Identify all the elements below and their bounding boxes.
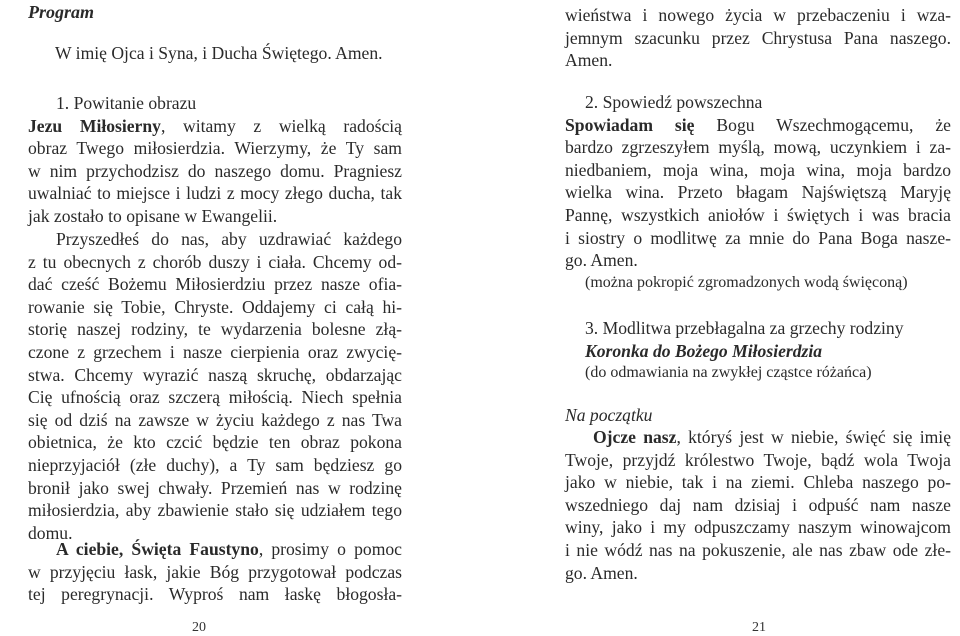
paragraph-line: jemnym szacunku przez Chrystusa Pana naszego. [565, 27, 951, 48]
paragraph-line: z tu obecnych z chorób duszy i ciała. Chcemy od- [28, 251, 402, 272]
program-heading: Program [28, 2, 95, 22]
section-2-line: Spowiadam się Bogu Wszechmogącemu, że [565, 114, 951, 135]
section-1-line: jak zostało to opisane w Ewangelii. [28, 205, 278, 226]
section-3 [565, 317, 951, 385]
section-2-line: bardzo zgrzeszyłem myślą, mową, uczynkiem i za- [565, 137, 951, 158]
continuation-paragraph [565, 4, 951, 72]
paragraph-line: w przyjęciu łask, jakie Bóg przygotował podczas [28, 561, 402, 582]
section-3-subtitle: Koronka do Bożego Miłosierdzia [585, 340, 823, 361]
lords-prayer [565, 426, 951, 584]
section-2-line: go. Amen. [565, 250, 638, 271]
paragraph-line: rowanie się Tobie, Chryste. Oddajemy ci całą hi- [28, 296, 402, 317]
paragraph-line: się od dziś na zawsze w życiu każdego z nas Twa [28, 409, 402, 430]
section-3-title: 3. Modlitwa przebłagalna za grzechy rodziny [585, 318, 904, 338]
paragraph-line: Amen. [565, 50, 613, 71]
paragraph-line: obietnica, że kto czcić będzie ten obraz pokona [28, 432, 402, 453]
section-2-line: Pannę, wszystkich aniołów i świętych i was bracia [565, 204, 951, 225]
paragraph-line: wieństwa i nowego życia w przebaczeniu i wza- [565, 5, 951, 25]
section-2 [565, 91, 951, 294]
section-2-line: i siostry o modlitwę za mnie do Pana Boga nasze- [565, 227, 951, 248]
paragraph-line: A ciebie, Święta Faustyno, prosimy o pomoc [56, 539, 402, 559]
paragraph-line: czone z grzechem i nasze cierpienia oraz zwycię- [28, 341, 402, 362]
paragraph-3 [28, 538, 402, 606]
prayer-line: i nie wódź nas na pokuszenie, ale nas zbaw ode złe- [565, 539, 951, 560]
paragraph-line: dać cześć Bożemu Miłosierdziu przez nasze ofia- [28, 274, 402, 295]
prayer-line: winy, jako i my odpuszczamy naszym winowajcom [565, 517, 951, 538]
paragraph-line: storię naszej rodziny, te wydarzenia bolesne złą- [28, 319, 402, 340]
prayer-line: go. Amen. [565, 562, 638, 583]
prayer-line: wszedniego daj nam dzisiaj i odpuść nam nasze [565, 494, 951, 515]
right-page [480, 0, 960, 634]
paragraph-2 [28, 228, 402, 544]
section-2-line: niedbaniem, moja wina, moja wina, moja bardzo [565, 159, 951, 180]
page-number: 21 [752, 620, 766, 635]
section-3-note: (do odmawiania na zwykłej cząstce różańca) [585, 364, 872, 382]
section-1-line: Jezu Miłosierny, witamy z wielką radością [28, 115, 402, 136]
section-2-note: (można pokropić zgromadzonych wodą święconą) [585, 273, 908, 291]
section-1-line: uwalniać to miejsce i ludzi z mocy złego ducha, tak [28, 183, 402, 204]
section-1-line: obraz Twego miłosierdzia. Wierzymy, że Ty sam [28, 138, 402, 159]
section-1-line: w nim przychodzisz do naszego domu. Pragniesz [28, 160, 402, 181]
beginning-label: Na początku [565, 405, 653, 425]
section-2-title: 2. Spowiedź powszechna [585, 92, 763, 112]
paragraph-line: Cię ufnością oraz szczerą miłością. Niech spełnia [28, 387, 402, 408]
prayer-line: Ojcze nasz, któryś jest w niebie, święć się imię [593, 427, 951, 447]
section-2-line: wielka wina. Przeto błagam Najświętszą Maryję [565, 182, 951, 203]
invocation: W imię Ojca i Syna, i Ducha Świętego. Amen. [55, 43, 383, 63]
paragraph-line: domu. [28, 522, 73, 543]
paragraph-line: tej peregrynacji. Wyproś nam łaskę błogosła- [28, 584, 402, 605]
paragraph-line: stwa. Chcemy wyrazić naszą skruchę, obdarzając [28, 364, 402, 385]
paragraph-line: bronił jako swej chwały. Przemień nas w rodzinę [28, 477, 402, 498]
paragraph-line: nieprzyjaciół (złe duchy), a Ty sam będziesz go [28, 454, 402, 475]
section-1-title: 1. Powitanie obrazu [56, 93, 197, 113]
prayer-line: jako w niebie, tak i na ziemi. Chleba naszego po- [565, 472, 951, 493]
prayer-line: Twoje, przyjdź królestwo Twoje, bądź wola Twoja [565, 449, 951, 470]
paragraph-line: miłosierdzia, aby zbawienie stało się udziałem tego [28, 500, 402, 521]
paragraph-line: Przyszedłeś do nas, aby uzdrawiać każdego [56, 229, 402, 249]
page-number: 20 [192, 620, 206, 635]
section-1 [28, 92, 402, 228]
left-page [0, 0, 480, 634]
